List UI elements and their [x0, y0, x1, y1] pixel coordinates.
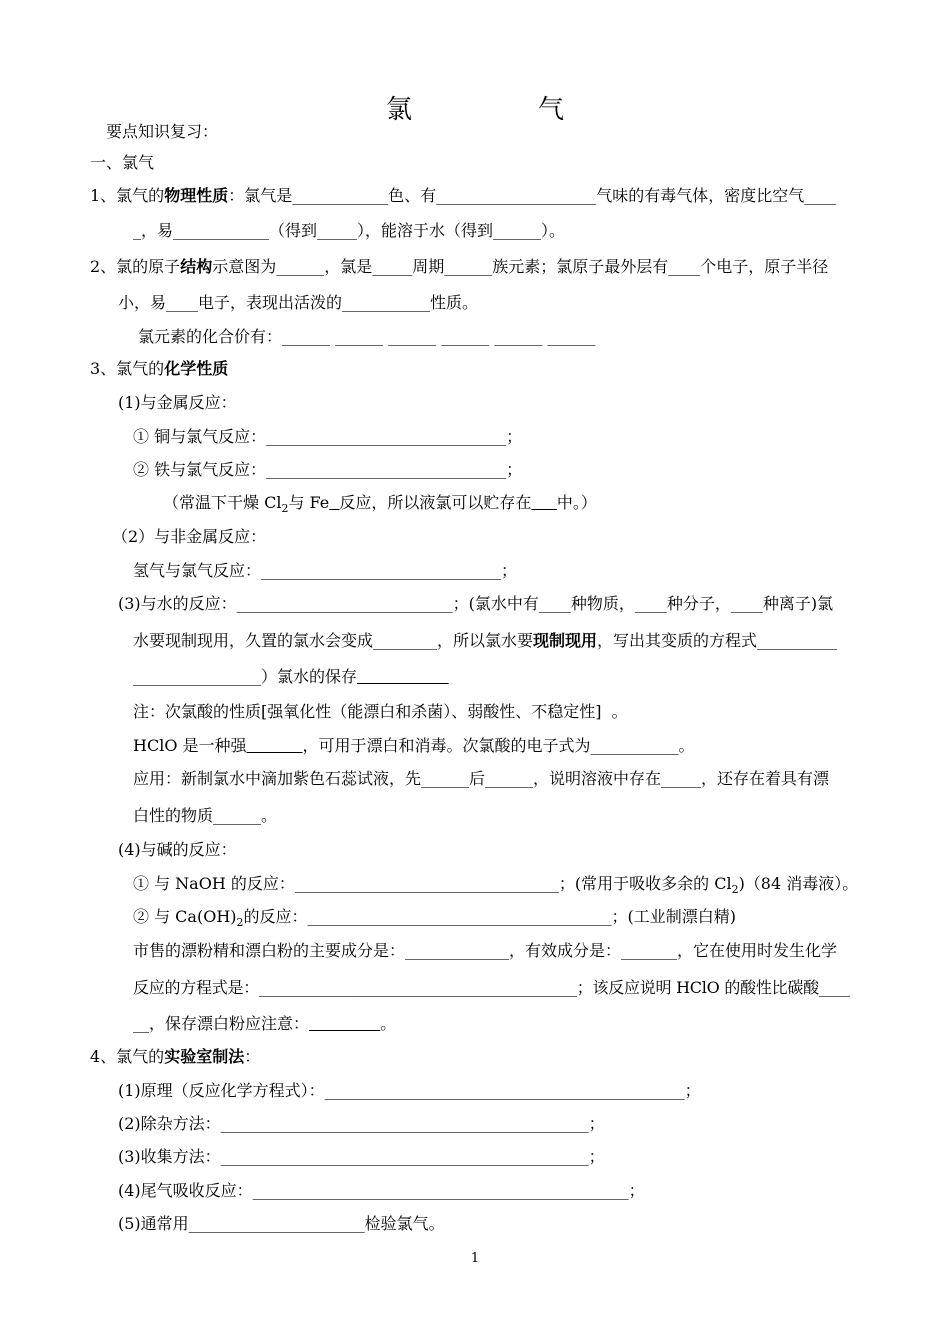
text-span: __，保存漂白粉应注意：: [133, 1014, 310, 1033]
text-span: ________________）氯水的保存: [133, 667, 358, 686]
lab-test-line: (5)通常用______________________检验氯气。: [118, 1214, 445, 1233]
text-span: HClO 是一种强: [133, 736, 247, 755]
text-span: ，可用于漂白和消毒。次氯酸的电子式为___________。: [302, 736, 695, 755]
answer-blank: [531, 493, 556, 512]
text-span: 与 Fe: [288, 493, 330, 512]
text-span: ：: [244, 1047, 261, 1066]
subtitle: 要点知识复习：: [106, 122, 219, 141]
text-span: 反应，所以液氯可以贮存在: [339, 493, 532, 512]
text-span: 的反应：______________________________________；(工业制漂白精): [243, 907, 737, 926]
text-span: 2、氯的原子: [90, 257, 181, 276]
answer-blank: [247, 736, 303, 755]
structure-line-1: [90, 257, 828, 277]
caoh2-reaction-line: [133, 907, 736, 933]
text-span: ，写出其变质的方程式__________: [597, 631, 838, 650]
section-1-header: 一、氯气: [90, 153, 155, 172]
lab-principle-line: (1)原理（反应化学方程式）：_____________________________________________；: [118, 1081, 701, 1100]
lab-preparation-header: [90, 1047, 260, 1067]
text-span: 4、氯气的: [90, 1047, 165, 1066]
chemical-properties-header: [90, 359, 228, 379]
hclo-line: [133, 736, 695, 756]
bold-keyword: 结构: [180, 257, 213, 276]
hclo-note: 注：次氯酸的性质[强氧化性（能漂白和杀菌）、弱酸性、不稳定性] 。: [133, 702, 628, 721]
subscript: 2: [281, 502, 289, 516]
bleach-line-3: [133, 1014, 396, 1034]
physical-properties-line-1: [90, 186, 836, 206]
water-reaction-line-2: [133, 631, 837, 651]
page-title: 氯 气: [385, 95, 614, 125]
alkali-reaction-header: (4)与碱的反应：: [118, 840, 237, 859]
text-span: （常温下干燥 Cl: [163, 493, 282, 512]
subscript: 2: [731, 883, 739, 897]
bleach-line-2: 反应的方程式是：_________________________________________；该反应说明 HClO 的酸性比碳酸____: [133, 978, 850, 997]
iron-reaction-line: ② 铁与氯气反应：______________________________；: [133, 460, 523, 479]
water-reaction-line-1: (3)与水的反应：___________________________；(氯水中有____种物质，____种分子，____种离子)氯: [118, 594, 834, 613]
hydrogen-reaction-line: 氢气与氯气反应：______________________________；: [133, 561, 518, 580]
copper-reaction-line: ① 铜与氯气反应：______________________________；: [133, 427, 523, 446]
lab-purification-line: (2)除杂方法：______________________________________________；: [118, 1114, 605, 1133]
structure-line-2: 小，易____电子，表现出活泼的___________性质。: [118, 293, 479, 312]
liquid-chlorine-note: [163, 493, 597, 519]
text-span: ① 与 NaOH 的反应：_________________________________；(常用于吸收多余的 Cl: [133, 874, 732, 893]
metal-reaction-header: (1)与金属反应：: [118, 393, 237, 412]
page-number: 1: [470, 1251, 480, 1266]
answer-blank: [329, 493, 339, 512]
lab-collection-line: (3)收集方法：______________________________________________；: [118, 1147, 605, 1166]
naoh-reaction-line: [133, 874, 858, 900]
text-span: 3、氯气的: [90, 359, 165, 378]
answer-blank: [309, 1014, 380, 1033]
bold-keyword: 物理性质: [164, 186, 229, 205]
answer-blank: [357, 667, 449, 686]
text-span: ② 与 Ca(OH): [133, 907, 237, 926]
physical-properties-line-2: _，易____________（得到_____），能溶于水（得到______）。: [133, 221, 566, 240]
text-span: 。: [380, 1014, 397, 1033]
text-span: 水要现制现用，久置的氯水会变成________，所以氯水要: [133, 631, 534, 650]
nonmetal-reaction-header: （2）与非金属反应：: [112, 527, 267, 546]
bold-keyword: 实验室制法: [164, 1047, 245, 1066]
bold-keyword: 化学性质: [164, 359, 229, 378]
valence-line: 氯元素的化合价有：______ ______ ______ ______ ______ ______: [138, 327, 596, 346]
lab-tail-gas-line: (4)尾气吸收反应：_______________________________________________；: [118, 1181, 645, 1200]
text-span: 中。）: [556, 493, 597, 512]
application-line-2: 白性的物质______。: [133, 806, 278, 825]
text-span: ：氯气是____________色、有____________________气味的有毒气体，密度比空气____: [228, 186, 837, 205]
bleach-line-1: 市售的漂粉精和漂白粉的主要成分是：_____________，有效成分是：_______，它在使用时发生化学: [133, 941, 838, 960]
application-line-1: 应用：新制氯水中滴加紫色石蕊试液，先______后______，说明溶液中存在_____，还存在着具有漂: [133, 769, 830, 788]
text-span: 1、氯气的: [90, 186, 165, 205]
water-reaction-line-3: [133, 667, 449, 687]
bold-keyword: 现制现用: [533, 631, 598, 650]
subscript: 2: [236, 916, 244, 930]
text-span: 示意图为______，氯是_____周期______族元素；氯原子最外层有____个电子，原子半径: [212, 257, 829, 276]
text-span: )（84 消毒液）。: [738, 874, 859, 893]
